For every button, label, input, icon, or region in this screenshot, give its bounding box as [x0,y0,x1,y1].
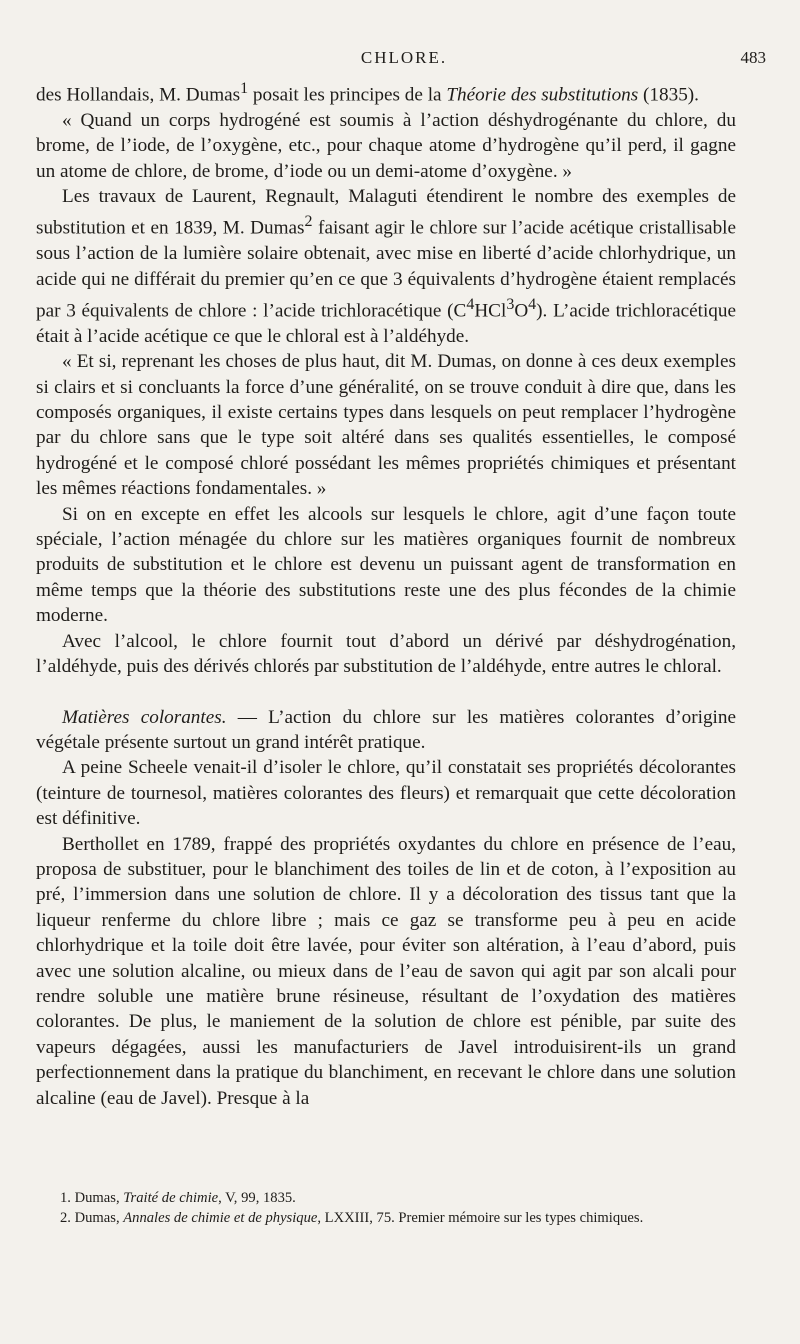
quote-paragraph [36,349,736,501]
quote-paragraph [36,108,736,184]
paragraph [36,755,736,831]
text-run: 1. Dumas, [60,1190,124,1206]
footnote-1 [36,1188,756,1208]
text-run: HCl [474,300,507,322]
page-header [36,48,772,78]
text-run: Berthollet en 1789, frappé des propriétés oxydantes du chlore en présence de l’eau, proposa de substituer, pour le blanchiment des toiles de lin et de coton, à l’exposition au pré, l’immersion dans une solution de chlore. Il y a décoloration des tissus tant que la liqueur renferme du chlore libre ; mais ce gaz se transforme peu à peu en acide chlorhydrique et la toile doit être lavée, pour éviter son altération, à l’eau d’abord, puis avec une solution alcaline, ou mieux dans de l’eau de savon qui agit par son alcali pour rendre soluble une matière brune résineuse, résultant de l’oxydation des matières colorantes. De plus, le maniement de la solution de chlore est pénible, par suite des vapeurs dégagées, aussi les manufacturiers de Javel introduisirent-ils un grand perfectionnement dans la pratique du blanchiment, en recevant le chlore dans une solution alcaline (eau de Javel). Presque à la [36,833,736,1109]
text-run: Les travaux de Laurent, Regnault, Malaguti étendirent le nombre des exemples de substitution et en 1839, M. Dumas [36,186,736,239]
paragraph [36,502,736,629]
text-run: — L’action du chlore sur les matières colorantes d’origine végétale présente surtout un grand intérêt pratique. [36,706,736,753]
running-title: CHLORE. [360,48,448,67]
text-run: faisant agir le chlore sur l’acide acétique cristallisable sous l’action de la lumière solaire obtenait, avec mise en liberté d’acide chlorhydrique, un acide qui ne différait du premier qu’en ce que 3 équivalents d’hydrogène étaient remplacés par 3 équivalents de chlore : l’acide trichloracétique (C [36,217,737,322]
text-run: « Quand un corps hydrogéné est soumis à l’action déshydrogénante du chlore, du brome, de l’iode, de l’oxygène, etc., pour chaque atome d’hydrogène qu’il perd, il gagne un atome de chlore, de brome, d’iode ou un demi-atome d’oxygène. » [36,109,736,182]
footnotes [36,1188,756,1228]
text-run: Avec l’alcool, le chlore fournit tout d’abord un dérivé par déshydrogénation, l’aldéhyde, puis des dérivés chlorés par substitution de l’aldéhyde, entre autres le chloral. [36,630,736,678]
italic-text: Théorie des substitutions [446,84,639,106]
footnote-2 [36,1208,756,1228]
paragraph [36,184,736,349]
text-run: posait les principes de la [248,84,447,106]
text-run: A peine Scheele venait-il d’isoler le chlore, qu’il constatait ses propriétés décolorantes (teinture de tournesol, matières colorantes des fleurs) et remarquait que cette décoloration est définitive. [36,757,736,830]
text-run: , LXXIII, 75. Premier mémoire sur les types chimiques. [317,1210,644,1226]
page-number: 483 [740,48,766,67]
text-run: ). L’acide trichloracétique était à l’acide acétique ce que le chloral est à l’aldéhyde. [36,300,736,347]
paragraph [36,76,736,108]
paragraph [36,832,736,1111]
superscript: 1 [240,80,249,97]
superscript: 3 [506,296,515,314]
paragraph [36,629,736,680]
body-text [36,76,736,1111]
text-run: , V, 99, 1835. [218,1190,296,1206]
text-run: Si on en excepte en effet les alcools sur lesquels le chlore, agit d’une façon toute spéciale, l’action ménagée du chlore sur les matières organiques fournit de nombreux produits de substitution et le chlore est devenu un puissant agent de transformation en même temps que la théorie des substitutions reste une des plus fécondes de la chimie moderne. [36,503,736,627]
italic-text: Matières colorantes. [62,706,227,728]
superscript: 2 [304,213,313,231]
italic-text: Traité de chimie [123,1190,219,1206]
text-run: 2. Dumas, [60,1210,124,1226]
section-paragraph-matieres-colorantes [36,705,736,756]
text-run: O [514,300,529,322]
superscript: 4 [466,296,475,314]
superscript: 4 [528,296,537,314]
text-run: des Hollandais, M. Dumas [36,84,241,106]
italic-text: Annales de chimie et de physique [123,1210,318,1226]
text-run: (1835). [638,84,699,106]
text-run: « Et si, reprenant les choses de plus haut, dit M. Dumas, on donne à ces deux exemples si clairs et si concluants la force d’une généralité, on se trouve conduit à dire que, dans les composés organiques, il existe certains types dans lesquels on peut remplacer l’hydrogène par du chlore sans que le type soit altéré dans ses qualités essentielles, le composé hydrogéné et le composé chloré possédant les mêmes propriétés chimiques et présentant les mêmes réactions fondamentales. » [36,351,736,500]
